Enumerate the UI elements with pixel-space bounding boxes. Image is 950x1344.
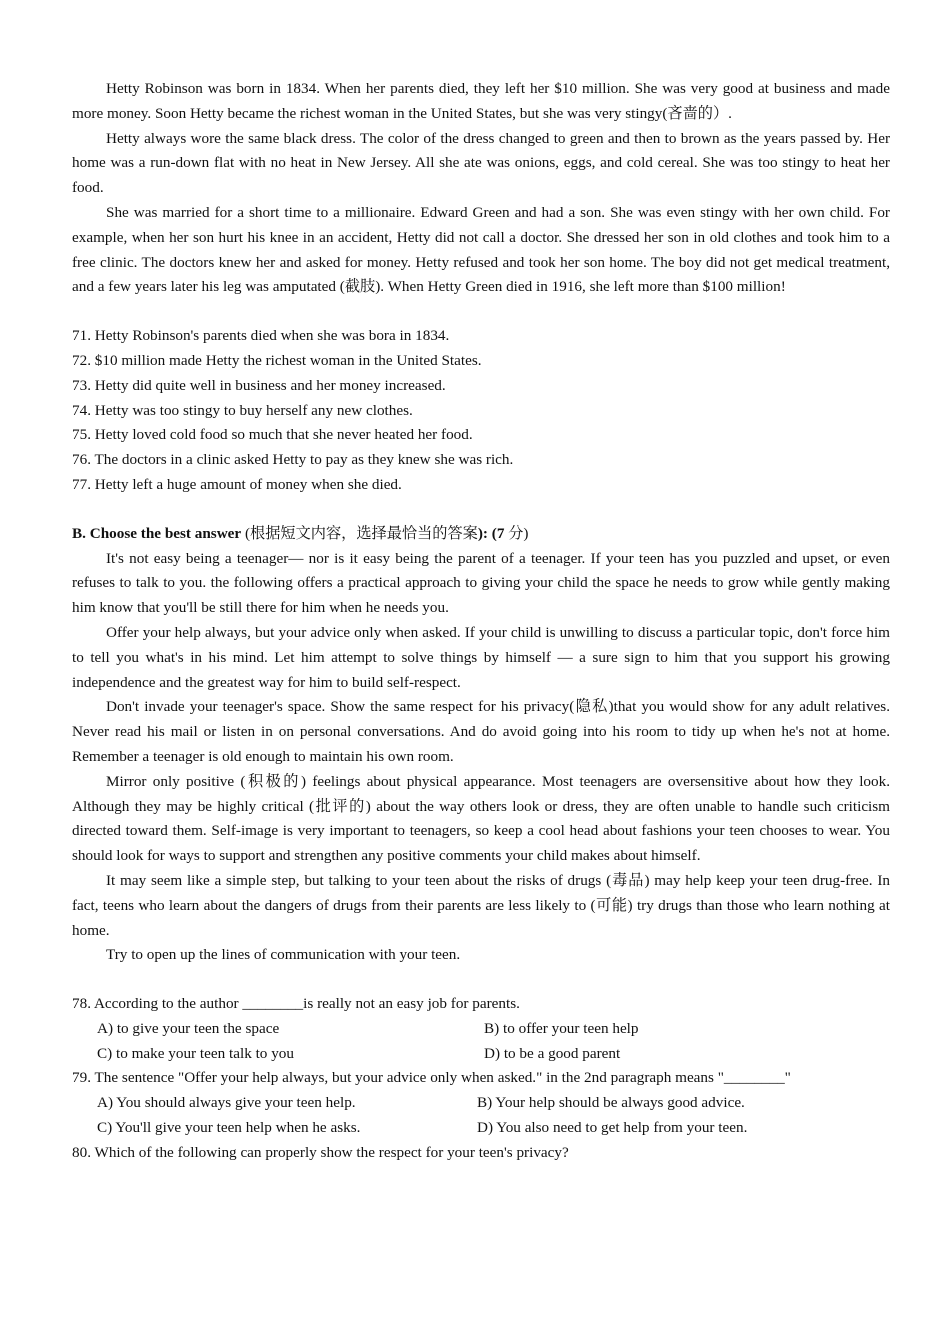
section-b-points: 分) bbox=[504, 524, 529, 542]
section-b-title: B. Choose the best answer bbox=[72, 524, 242, 542]
question-80-stem: 80. Which of the following can properly show the respect for your teen's privacy? bbox=[72, 1143, 569, 1161]
passage-a-paragraph-2: Hetty always wore the same black dress. The color of the dress changed to green and then to brown as the years passed by. Her home was a run-down flat with no heat in New Jersey. All she ate was onions, eggs, and cold cereal. She was too stingy to heat her food. bbox=[72, 129, 890, 197]
passage-b-paragraph-5: It may seem like a simple step, but talking to your teen about the risks of drugs (毒品) may help keep your teen drug-free. In fact, teens who learn about the dangers of drugs from their parents are less likely to (可能) try drugs than those who learn nothing at home. bbox=[72, 871, 890, 939]
question-79-options-row-2 bbox=[72, 1116, 890, 1141]
question-78-option-c: C) to make your teen talk to you bbox=[97, 1044, 294, 1062]
question-78-option-d: D) to be a good parent bbox=[484, 1044, 621, 1062]
statement-77: 77. Hetty left a huge amount of money when she died. bbox=[72, 475, 402, 493]
question-78-option-a: A) to give your teen the space bbox=[97, 1019, 280, 1037]
passage-b-paragraph-1: It's not easy being a teenager— nor is it easy being the parent of a teenager. If your teen has you puzzled and upset, or even refuses to talk to you. the following offers a practical approach to giving your child the space he needs to grow while gently making him know that you'll be still there for him when he needs you. bbox=[72, 549, 890, 617]
question-79-option-c: C) You'll give your teen help when he asks. bbox=[97, 1119, 361, 1137]
passage-b-paragraph-4: Mirror only positive (积极的) feelings about physical appearance. Most teenagers are oversensitive about how they look. Although they may be highly critical (批评的) about the way others look or dress, they are often unable to handle such criticism directed toward them. Self-image is very important to teenagers, so keep a cool head about fashions your teen chooses to wear. You should look for ways to support and strengthen any positive comments your child makes about himself. bbox=[72, 772, 890, 865]
question-79-options-row-1 bbox=[72, 1091, 890, 1116]
section-b-instruction: (根据短文内容，选择最恰当的答案 bbox=[241, 524, 478, 542]
question-79-option-b: B) Your help should be always good advice. bbox=[477, 1094, 745, 1112]
statement-75: 75. Hetty loved cold food so much that she never heated her food. bbox=[72, 426, 473, 444]
spacer bbox=[72, 498, 890, 522]
statement-73: 73. Hetty did quite well in business and her money increased. bbox=[72, 376, 446, 394]
passage-b-paragraph-3: Don't invade your teenager's space. Show the same respect for his privacy(隐私)that you would show for any adult relatives. Never read his mail or listen in on personal conversations. And do avoid going into his room to tidy up when he's not at home. Remember a teenager is old enough to maintain his own room. bbox=[72, 698, 890, 765]
question-79-option-a: A) You should always give your teen help. bbox=[97, 1094, 356, 1112]
passage-b-paragraph-2: Offer your help always, but your advice only when asked. If your child is unwilling to discuss a particular topic, don't force him to tell you what's in his mind. Let him attempt to solve things by himself — a sure sign to him that you support his growing independence and the greatest way for him to build self-respect. bbox=[72, 623, 890, 691]
spacer bbox=[72, 300, 890, 324]
question-78-options-row-1 bbox=[72, 1017, 890, 1042]
question-78-option-b: B) to offer your teen help bbox=[484, 1019, 639, 1037]
question-78-stem: 78. According to the author ________is really not an easy job for parents. bbox=[72, 995, 520, 1013]
section-b-heading bbox=[72, 522, 890, 547]
statement-76: 76. The doctors in a clinic asked Hetty to pay as they knew she was rich. bbox=[72, 451, 514, 469]
passage-a-paragraph-3: She was married for a short time to a millionaire. Edward Green and had a son. She was even stingy with her own child. For example, when her son hurt his knee in an accident, Hetty did not call a doctor. She dressed her son in old clothes and took him to a free clinic. The doctors knew her and asked for money. Hetty refused and took her son home. The boy did not get medical treatment, and a few years later his leg was amputated (截肢). When Hetty Green died in 1916, she left more than $100 million! bbox=[72, 203, 890, 296]
spacer bbox=[72, 968, 890, 992]
question-79-stem: 79. The sentence "Offer your help always, but your advice only when asked." in the 2nd paragraph means "________" bbox=[72, 1069, 791, 1087]
statement-72: 72. $10 million made Hetty the richest woman in the United States. bbox=[72, 351, 482, 369]
question-79-option-d: D) You also need to get help from your teen. bbox=[477, 1119, 748, 1137]
document-page bbox=[72, 77, 890, 1166]
statement-71: 71. Hetty Robinson's parents died when she was bora in 1834. bbox=[72, 327, 450, 345]
passage-b-paragraph-6: Try to open up the lines of communication with your teen. bbox=[106, 946, 461, 964]
section-b-points-bold: ): (7 bbox=[477, 524, 505, 542]
statement-74: 74. Hetty was too stingy to buy herself any new clothes. bbox=[72, 401, 413, 419]
question-78-options-row-2 bbox=[72, 1042, 890, 1067]
passage-a-paragraph-1: Hetty Robinson was born in 1834. When her parents died, they left her $10 million. She was very good at business and made more money. Soon Hetty became the richest woman in the United States, but she was very stingy(吝啬的）. bbox=[72, 80, 890, 122]
